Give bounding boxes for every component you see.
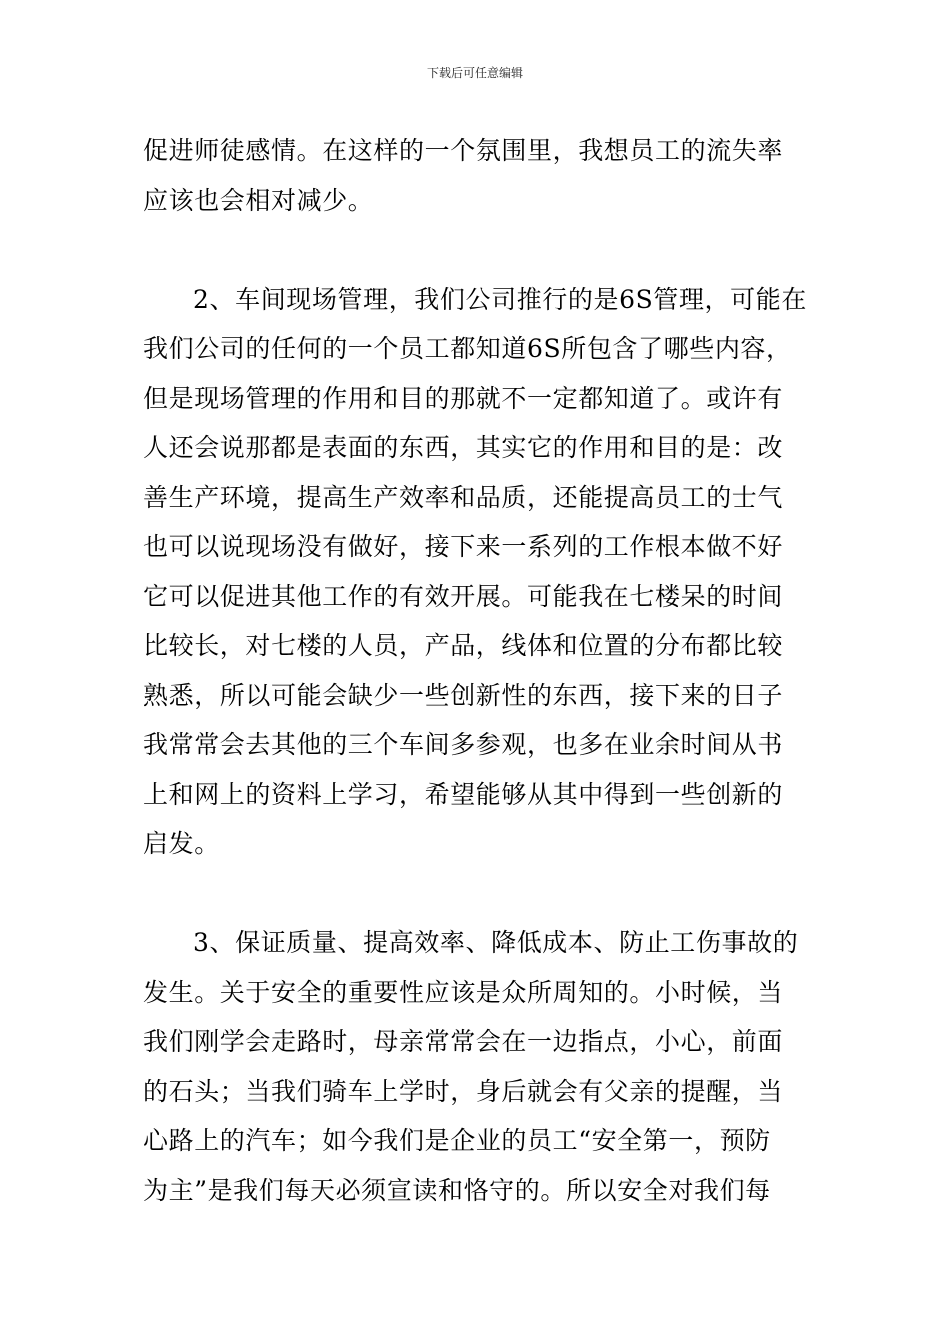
text-line: 我常常会去其他的三个车间多参观，也多在业余时间从书 bbox=[143, 730, 784, 759]
text-line: 它可以促进其他工作的有效开展。可能我在七楼呆的时间 bbox=[143, 581, 784, 611]
text-line: 心路上的汽车；如今我们是企业的员工“安全第一，预防 bbox=[143, 1126, 771, 1155]
text-line: 上和网上的资料上学习，希望能够从其中得到一些创新的 bbox=[143, 779, 784, 809]
text-line: 应该也会相对减少。 bbox=[143, 185, 374, 215]
text-line: 3、保证质量、提高效率、降低成本、防止工伤事故的 bbox=[193, 928, 799, 957]
text-line: 人还会说那都是表面的东西，其实它的作用和目的是：改 bbox=[143, 433, 784, 462]
page-header: 下载后可任意编辑 bbox=[426, 66, 523, 80]
text-line: 但是现场管理的作用和目的那就不一定都知道了。或许有 bbox=[143, 383, 784, 413]
text-line: 启发。 bbox=[143, 829, 220, 858]
paragraph bbox=[143, 275, 813, 869]
text-line: 熟悉，所以可能会缺少一些创新性的东西，接下来的日子 bbox=[143, 680, 784, 710]
paragraph-gap bbox=[143, 225, 813, 275]
text-line: 的石头；当我们骑车上学时，身后就会有父亲的提醒，当 bbox=[143, 1076, 784, 1106]
paragraph bbox=[143, 918, 813, 1215]
text-line: 我们刚学会走路时，母亲常常会在一边指点，小心，前面 bbox=[143, 1027, 784, 1056]
document-body bbox=[143, 126, 813, 1215]
text-line: 也可以说现场没有做好，接下来一系列的工作根本做不好 bbox=[143, 532, 784, 561]
text-line: 比较长，对七楼的人员，产品，线体和位置的分布都比较 bbox=[143, 631, 784, 660]
text-line: 我们公司的任何的一个员工都知道6S所包含了哪些内容， bbox=[143, 334, 792, 363]
paragraph bbox=[143, 126, 813, 225]
text-line: 促进师徒感情。在这样的一个氛围里，我想员工的流失率 bbox=[143, 136, 784, 165]
text-line: 发生。关于安全的重要性应该是众所周知的。小时候，当 bbox=[143, 977, 784, 1007]
text-line: 2、车间现场管理，我们公司推行的是6S管理，可能在 bbox=[193, 284, 807, 314]
paragraph-gap bbox=[143, 869, 813, 919]
text-line: 善生产环境，提高生产效率和品质，还能提高员工的士气 bbox=[143, 482, 784, 512]
text-line: 为主”是我们每天必须宣读和恪守的。所以安全对我们每 bbox=[143, 1175, 771, 1205]
